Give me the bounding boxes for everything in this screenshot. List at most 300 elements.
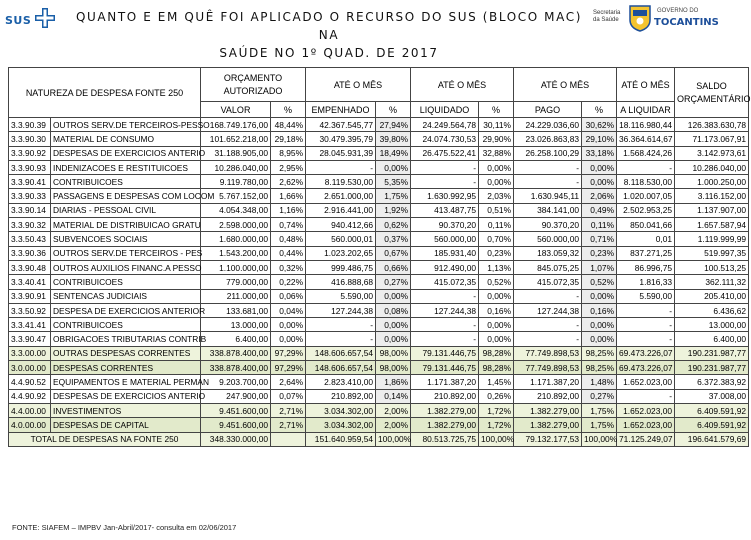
row-pct-1: 29,18% [271, 132, 306, 146]
row-code: 3.3.90.33 [9, 189, 51, 203]
row-code: 3.3.90.92 [9, 146, 51, 160]
total-a-liquidar: 71.125.249,07 [617, 432, 675, 446]
row-saldo: 71.173.067,91 [675, 132, 749, 146]
table-row [9, 346, 749, 360]
row-a-liquidar: 1.020.007,05 [617, 189, 675, 203]
sus-cross-icon [34, 7, 56, 29]
row-code: 3.3.40.41 [9, 275, 51, 289]
row-empenhado: 3.034.302,00 [306, 403, 376, 417]
table-row [9, 146, 749, 160]
row-a-liquidar: - [617, 303, 675, 317]
row-pct-4: 1,48% [582, 375, 617, 389]
row-liquidado: 90.370,20 [411, 218, 479, 232]
row-liquidado: 24.074.730,53 [411, 132, 479, 146]
title-line-1: QUANTO E EM QUÊ FOI APLICADO O RECURSO DO SUS (BLOCO MAC) NA [76, 10, 582, 42]
table-row [9, 375, 749, 389]
row-empenhado: 2.823.410,00 [306, 375, 376, 389]
row-pct-2: 0,00% [376, 318, 411, 332]
row-liquidado: 1.171.387,20 [411, 375, 479, 389]
table-row [9, 218, 749, 232]
row-saldo: 13.000,00 [675, 318, 749, 332]
row-valor: 1.543.200,00 [201, 246, 271, 260]
row-pct-2: 1,75% [376, 189, 411, 203]
table-row [9, 203, 749, 217]
row-code: 4.4.90.92 [9, 389, 51, 403]
row-code: 3.0.00.00 [9, 361, 51, 375]
table-row [9, 289, 749, 303]
row-empenhado: 42.367.545,77 [306, 118, 376, 132]
row-empenhado: 28.045.931,39 [306, 146, 376, 160]
col-pct-4: % [582, 102, 617, 118]
row-pct-2: 0,37% [376, 232, 411, 246]
page-title [64, 8, 594, 62]
row-pct-4: 0,52% [582, 275, 617, 289]
row-pct-4: 0,23% [582, 246, 617, 260]
table-row [9, 246, 749, 260]
row-pct-1: 0,00% [271, 318, 306, 332]
tocantins-gov-label: GOVERNO DO [657, 8, 699, 14]
col-saldo: SALDO ORÇAMENTÁRIO [675, 68, 749, 118]
table-row [9, 303, 749, 317]
total-pct-2: 100,00% [376, 432, 411, 446]
row-valor: 6.400,00 [201, 332, 271, 346]
row-saldo: 1.657.587,94 [675, 218, 749, 232]
table-row [9, 160, 749, 174]
row-a-liquidar: 69.473.226,07 [617, 346, 675, 360]
row-empenhado: 127.244,38 [306, 303, 376, 317]
row-pct-3: 1,45% [479, 375, 514, 389]
row-pct-2: 0,00% [376, 289, 411, 303]
col-a-liquidar: A LIQUIDAR [617, 102, 675, 118]
row-desc: OUTRAS DESPESAS CORRENTES [51, 346, 201, 360]
row-liquidado: 79.131.446,75 [411, 346, 479, 360]
row-empenhado: 148.606.657,54 [306, 361, 376, 375]
row-desc: DESPESAS DE EXERCICIOS ANTERIO [51, 146, 201, 160]
row-a-liquidar: 18.116.980,44 [617, 118, 675, 132]
row-desc: DIARIAS - PESSOAL CIVIL [51, 203, 201, 217]
row-valor: 9.451.600,00 [201, 418, 271, 432]
row-pct-1: 2,71% [271, 403, 306, 417]
row-pago: - [514, 318, 582, 332]
row-pct-1: 0,48% [271, 232, 306, 246]
row-pct-4: 0,00% [582, 289, 617, 303]
row-valor: 1.100.000,00 [201, 260, 271, 274]
row-empenhado: 30.479.395,79 [306, 132, 376, 146]
row-pct-1: 48,44% [271, 118, 306, 132]
row-a-liquidar: - [617, 160, 675, 174]
row-pct-1: 97,29% [271, 361, 306, 375]
page-header [0, 0, 720, 60]
row-code: 3.3.90.47 [9, 332, 51, 346]
row-pago: - [514, 332, 582, 346]
row-pct-4: 29,10% [582, 132, 617, 146]
row-liquidado: - [411, 332, 479, 346]
row-a-liquidar: 837.271,25 [617, 246, 675, 260]
row-pct-2: 0,62% [376, 218, 411, 232]
col-pct-1: % [271, 102, 306, 118]
col-ate-mes-2: ATÉ O MÊS [411, 68, 514, 102]
row-pago: 560.000,00 [514, 232, 582, 246]
total-liquidado: 80.513.725,75 [411, 432, 479, 446]
row-a-liquidar: 850.041,66 [617, 218, 675, 232]
row-pct-3: 98,28% [479, 346, 514, 360]
row-empenhado: 148.606.657,54 [306, 346, 376, 360]
row-pct-3: 1,72% [479, 418, 514, 432]
row-code: 3.3.50.43 [9, 232, 51, 246]
row-pct-1: 2,71% [271, 418, 306, 432]
expense-table [8, 67, 749, 447]
total-pct-1 [271, 432, 306, 446]
row-pago: 77.749.898,53 [514, 361, 582, 375]
table-row [9, 275, 749, 289]
row-pct-4: 1,07% [582, 260, 617, 274]
row-empenhado: 3.034.302,00 [306, 418, 376, 432]
row-a-liquidar: - [617, 332, 675, 346]
row-pago: 845.075,25 [514, 260, 582, 274]
row-pct-4: 0,00% [582, 332, 617, 346]
row-liquidado: - [411, 175, 479, 189]
row-pct-1: 1,16% [271, 203, 306, 217]
row-pct-3: 0,51% [479, 203, 514, 217]
row-pct-2: 27,94% [376, 118, 411, 132]
row-a-liquidar: 1.652.023,00 [617, 403, 675, 417]
row-desc: OUTROS SERV.DE TERCEIROS - PES [51, 246, 201, 260]
table-row [9, 403, 749, 417]
row-code: 3.3.50.92 [9, 303, 51, 317]
row-valor: 168.749.176,00 [201, 118, 271, 132]
row-liquidado: - [411, 318, 479, 332]
row-pago: 1.382.279,00 [514, 403, 582, 417]
title-line-2: SAÚDE NO 1º QUAD. DE 2017 [219, 46, 439, 60]
table-body [9, 118, 749, 433]
row-a-liquidar: 5.590,00 [617, 289, 675, 303]
col-ate-mes-3: ATÉ O MÊS [514, 68, 617, 102]
row-empenhado: - [306, 318, 376, 332]
row-saldo: 6.436,62 [675, 303, 749, 317]
sus-logo [2, 4, 64, 38]
row-a-liquidar: 2.502.953,25 [617, 203, 675, 217]
row-pct-3: 1,13% [479, 260, 514, 274]
row-code: 3.3.90.14 [9, 203, 51, 217]
total-saldo: 196.641.579,69 [675, 432, 749, 446]
total-pago: 79.132.177,53 [514, 432, 582, 446]
row-pct-3: 0,00% [479, 332, 514, 346]
row-saldo: 190.231.987,77 [675, 361, 749, 375]
row-pct-1: 0,32% [271, 260, 306, 274]
row-desc: SENTENCAS JUDICIAIS [51, 289, 201, 303]
row-pct-1: 0,22% [271, 275, 306, 289]
row-desc: CONTRIBUICOES [51, 175, 201, 189]
row-desc: DESPESAS DE CAPITAL [51, 418, 201, 432]
row-saldo: 37.008,00 [675, 389, 749, 403]
sus-logo-text: SUS [5, 14, 32, 27]
row-pct-4: 2,06% [582, 189, 617, 203]
row-valor: 5.767.152,00 [201, 189, 271, 203]
total-pct-4: 100,00% [582, 432, 617, 446]
row-desc: EQUIPAMENTOS E MATERIAL PERMAN [51, 375, 201, 389]
row-pct-3: 0,11% [479, 218, 514, 232]
row-code: 3.3.00.00 [9, 346, 51, 360]
row-pct-2: 0,00% [376, 160, 411, 174]
row-pct-1: 0,04% [271, 303, 306, 317]
row-valor: 779.000,00 [201, 275, 271, 289]
row-code: 3.3.90.36 [9, 246, 51, 260]
row-liquidado: 26.475.522,41 [411, 146, 479, 160]
row-desc: CONTRIBUICOES [51, 275, 201, 289]
row-pct-4: 98,25% [582, 361, 617, 375]
tocantins-emblem-icon [628, 4, 652, 32]
footer-source: FONTE: SIAFEM – IMPBV Jan-Abril/2017- consulta em 02/06/2017 [12, 523, 237, 532]
row-pct-2: 1,92% [376, 203, 411, 217]
row-pct-2: 0,08% [376, 303, 411, 317]
row-pct-1: 0,07% [271, 389, 306, 403]
row-desc: MATERIAL DE DISTRIBUICAO GRATU [51, 218, 201, 232]
row-valor: 247.900,00 [201, 389, 271, 403]
row-empenhado: 940.412,66 [306, 218, 376, 232]
row-empenhado: - [306, 160, 376, 174]
total-pct-3: 100,00% [479, 432, 514, 446]
row-saldo: 1.137.907,00 [675, 203, 749, 217]
row-empenhado: 8.119.530,00 [306, 175, 376, 189]
row-pago: 1.630.945,11 [514, 189, 582, 203]
table-header-row-1 [9, 68, 749, 102]
row-saldo: 1.000.250,00 [675, 175, 749, 189]
row-valor: 1.680.000,00 [201, 232, 271, 246]
row-pago: 1.171.387,20 [514, 375, 582, 389]
row-pct-4: 0,71% [582, 232, 617, 246]
row-valor: 31.188.905,00 [201, 146, 271, 160]
row-code: 4.4.00.00 [9, 403, 51, 417]
col-pct-2: % [376, 102, 411, 118]
row-pago: - [514, 289, 582, 303]
row-code: 3.3.90.30 [9, 132, 51, 146]
row-pago: 77.749.898,53 [514, 346, 582, 360]
row-pct-3: 0,00% [479, 318, 514, 332]
row-pct-2: 98,00% [376, 346, 411, 360]
col-ate-mes-4: ATÉ O MÊS [617, 68, 675, 102]
row-pct-1: 0,44% [271, 246, 306, 260]
row-liquidado: 415.072,35 [411, 275, 479, 289]
row-valor: 2.598.000,00 [201, 218, 271, 232]
col-ate-mes-1: ATÉ O MÊS [306, 68, 411, 102]
row-liquidado: - [411, 289, 479, 303]
col-pct-3: % [479, 102, 514, 118]
row-desc: OBRIGACOES TRIBUTARIAS CONTRIB [51, 332, 201, 346]
row-pct-4: 0,11% [582, 218, 617, 232]
row-code: 3.3.90.39 [9, 118, 51, 132]
row-valor: 133.681,00 [201, 303, 271, 317]
row-liquidado: 1.382.279,00 [411, 418, 479, 432]
row-valor: 338.878.400,00 [201, 346, 271, 360]
row-pago: 26.258.100,29 [514, 146, 582, 160]
row-pct-2: 0,27% [376, 275, 411, 289]
row-a-liquidar: 8.118.530,00 [617, 175, 675, 189]
row-desc: DESPESA DE EXERCICIOS ANTERIOR [51, 303, 201, 317]
row-liquidado: 1.382.279,00 [411, 403, 479, 417]
row-saldo: 10.286.040,00 [675, 160, 749, 174]
row-pct-2: 39,80% [376, 132, 411, 146]
row-pct-1: 0,06% [271, 289, 306, 303]
row-empenhado: - [306, 332, 376, 346]
row-pago: - [514, 160, 582, 174]
tocantins-name-label: TOCANTINS [654, 17, 719, 28]
row-liquidado: 912.490,00 [411, 260, 479, 274]
row-pct-3: 0,00% [479, 160, 514, 174]
row-pct-4: 0,00% [582, 318, 617, 332]
row-pct-3: 29,90% [479, 132, 514, 146]
row-pct-2: 0,67% [376, 246, 411, 260]
row-saldo: 1.119.999,99 [675, 232, 749, 246]
row-pct-2: 18,49% [376, 146, 411, 160]
row-pct-4: 98,25% [582, 346, 617, 360]
row-code: 3.3.41.41 [9, 318, 51, 332]
row-a-liquidar: 36.364.614,67 [617, 132, 675, 146]
row-pct-2: 2,00% [376, 418, 411, 432]
row-pct-1: 0,74% [271, 218, 306, 232]
row-liquidado: 24.249.564,78 [411, 118, 479, 132]
row-pct-2: 2,00% [376, 403, 411, 417]
row-saldo: 100.513,25 [675, 260, 749, 274]
row-code: 3.3.90.41 [9, 175, 51, 189]
row-pago: 183.059,32 [514, 246, 582, 260]
row-pago: 1.382.279,00 [514, 418, 582, 432]
row-empenhado: 2.651.000,00 [306, 189, 376, 203]
row-code: 4.4.90.52 [9, 375, 51, 389]
row-pct-1: 0,00% [271, 332, 306, 346]
row-pago: 415.072,35 [514, 275, 582, 289]
row-a-liquidar: 86.996,75 [617, 260, 675, 274]
row-pago: - [514, 175, 582, 189]
table-row [9, 361, 749, 375]
row-a-liquidar: 1.652.023,00 [617, 418, 675, 432]
row-pct-4: 0,27% [582, 389, 617, 403]
row-pct-3: 98,28% [479, 361, 514, 375]
row-desc: INDENIZACOES E RESTITUICOES [51, 160, 201, 174]
row-a-liquidar: 69.473.226,07 [617, 361, 675, 375]
row-liquidado: 127.244,38 [411, 303, 479, 317]
row-saldo: 519.997,35 [675, 246, 749, 260]
row-pct-3: 0,00% [479, 289, 514, 303]
row-pct-3: 0,52% [479, 275, 514, 289]
row-empenhado: 210.892,00 [306, 389, 376, 403]
row-a-liquidar: - [617, 318, 675, 332]
row-pct-4: 0,00% [582, 160, 617, 174]
secretaria-label: Secretaria da Saúde [593, 10, 621, 23]
row-pct-2: 5,35% [376, 175, 411, 189]
row-valor: 9.119.780,00 [201, 175, 271, 189]
row-pct-4: 1,75% [582, 418, 617, 432]
row-empenhado: 2.916.441,00 [306, 203, 376, 217]
row-valor: 211.000,00 [201, 289, 271, 303]
row-pct-1: 2,62% [271, 175, 306, 189]
row-pct-3: 32,88% [479, 146, 514, 160]
row-liquidado: 560.000,00 [411, 232, 479, 246]
row-pct-4: 0,00% [582, 175, 617, 189]
row-pct-3: 0,23% [479, 246, 514, 260]
row-code: 3.3.90.93 [9, 160, 51, 174]
row-desc: PASSAGENS E DESPESAS COM LOCOM [51, 189, 201, 203]
row-a-liquidar: 1.816,33 [617, 275, 675, 289]
row-desc: DESPESAS DE EXERCICIOS ANTERIO [51, 389, 201, 403]
col-liquidado: LIQUIDADO [411, 102, 479, 118]
row-pct-3: 0,26% [479, 389, 514, 403]
col-pago: PAGO [514, 102, 582, 118]
row-valor: 9.203.700,00 [201, 375, 271, 389]
total-row [9, 432, 749, 446]
table-row [9, 132, 749, 146]
row-pct-2: 0,66% [376, 260, 411, 274]
row-empenhado: 416.888,68 [306, 275, 376, 289]
table-row [9, 332, 749, 346]
row-liquidado: 79.131.446,75 [411, 361, 479, 375]
row-code: 3.3.90.32 [9, 218, 51, 232]
row-liquidado: 1.630.992,95 [411, 189, 479, 203]
table-row [9, 175, 749, 189]
row-a-liquidar: 1.652.023,00 [617, 375, 675, 389]
row-pct-4: 0,16% [582, 303, 617, 317]
row-pago: 384.141,00 [514, 203, 582, 217]
total-empenhado: 151.640.959,54 [306, 432, 376, 446]
row-pct-3: 0,16% [479, 303, 514, 317]
row-desc: OUTROS SERV.DE TERCEIROS-PESSO [51, 118, 201, 132]
col-orcamento: ORÇAMENTO AUTORIZADO [201, 68, 306, 102]
row-pct-3: 1,72% [479, 403, 514, 417]
row-liquidado: 210.892,00 [411, 389, 479, 403]
table-row [9, 189, 749, 203]
row-pago: 23.026.863,83 [514, 132, 582, 146]
row-pago: 90.370,20 [514, 218, 582, 232]
table-row [9, 318, 749, 332]
row-a-liquidar: 0,01 [617, 232, 675, 246]
row-empenhado: 5.590,00 [306, 289, 376, 303]
table-row [9, 418, 749, 432]
row-desc: DESPESAS CORRENTES [51, 361, 201, 375]
row-valor: 9.451.600,00 [201, 403, 271, 417]
row-saldo: 3.142.973,61 [675, 146, 749, 160]
col-valor: VALOR [201, 102, 271, 118]
row-pct-4: 0,49% [582, 203, 617, 217]
row-pct-3: 0,70% [479, 232, 514, 246]
row-empenhado: 560.000,01 [306, 232, 376, 246]
row-valor: 13.000,00 [201, 318, 271, 332]
row-valor: 338.878.400,00 [201, 361, 271, 375]
table-row [9, 389, 749, 403]
table-row [9, 118, 749, 132]
row-pct-2: 0,00% [376, 332, 411, 346]
row-empenhado: 1.023.202,65 [306, 246, 376, 260]
row-pct-4: 30,62% [582, 118, 617, 132]
row-pago: 24.229.036,60 [514, 118, 582, 132]
row-saldo: 6.372.383,92 [675, 375, 749, 389]
row-desc: MATERIAL DE CONSUMO [51, 132, 201, 146]
total-label: TOTAL DE DESPESAS NA FONTE 250 [9, 432, 201, 446]
row-pct-2: 1,86% [376, 375, 411, 389]
row-saldo: 205.410,00 [675, 289, 749, 303]
row-pct-1: 8,95% [271, 146, 306, 160]
table-row [9, 260, 749, 274]
row-desc: INVESTIMENTOS [51, 403, 201, 417]
row-code: 3.3.90.91 [9, 289, 51, 303]
row-liquidado: 413.487,75 [411, 203, 479, 217]
row-pct-3: 2,03% [479, 189, 514, 203]
row-desc: CONTRIBUICOES [51, 318, 201, 332]
row-a-liquidar: 1.568.424,26 [617, 146, 675, 160]
row-pct-1: 2,64% [271, 375, 306, 389]
row-pago: 127.244,38 [514, 303, 582, 317]
row-code: 3.3.90.48 [9, 260, 51, 274]
row-valor: 101.652.218,00 [201, 132, 271, 146]
row-liquidado: 185.931,40 [411, 246, 479, 260]
